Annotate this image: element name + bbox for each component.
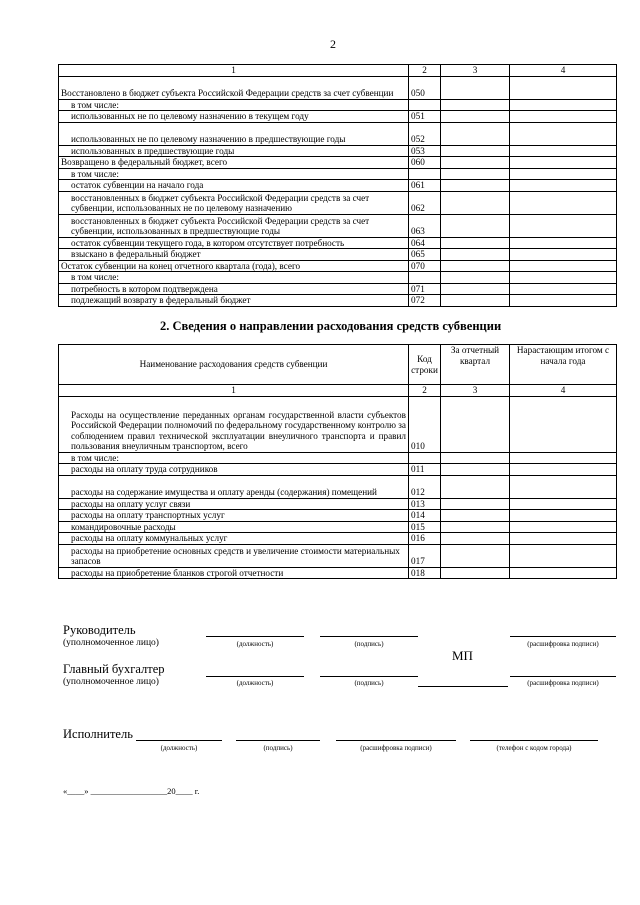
value-period[interactable]	[441, 249, 510, 261]
header-name: Наименование расходования средств субвенции	[59, 345, 409, 385]
table-row	[59, 145, 617, 157]
row-code: 012	[409, 475, 441, 498]
value-cumulative[interactable]	[510, 475, 617, 498]
col-number: 1	[59, 65, 409, 77]
row-code: 061	[409, 180, 441, 192]
accountant-subtitle: (уполномоченное лицо)	[63, 677, 159, 687]
accountant-decoding-label: (расшифровка подписи)	[527, 679, 599, 687]
row-name: расходы на оплату труда сотрудников	[59, 464, 409, 476]
value-period[interactable]	[441, 214, 510, 237]
value-cumulative[interactable]	[510, 464, 617, 476]
head-position-label: (должность)	[236, 640, 274, 648]
executor-signature-label: (подпись)	[263, 744, 293, 752]
value-period[interactable]	[441, 295, 510, 307]
table-row	[59, 475, 617, 498]
table-row	[59, 396, 617, 452]
executor-phone-label: (телефон с кодом города)	[496, 744, 572, 752]
table-row	[59, 510, 617, 522]
header-cumulative: Нарастающим итогом с начала года	[510, 345, 617, 385]
col-number: 4	[510, 65, 617, 77]
table-row	[59, 295, 617, 307]
table-row	[59, 214, 617, 237]
value-cumulative[interactable]	[510, 249, 617, 261]
row-name: командировочные расходы	[59, 521, 409, 533]
accountant-position-label: (должность)	[236, 679, 274, 687]
value-period[interactable]	[441, 145, 510, 157]
row-code: 011	[409, 464, 441, 476]
row-name: в том числе:	[59, 168, 409, 180]
row-name: восстановленных в бюджет субъекта Российской Федерации средств за счет субвенции, использованных в предшествующие годы	[59, 214, 409, 237]
row-name: подлежащий возврату в федеральный бюджет	[59, 295, 409, 307]
table-row	[59, 533, 617, 545]
value-period[interactable]	[441, 157, 510, 169]
table-row	[59, 168, 617, 180]
head-position-line[interactable]	[206, 636, 304, 637]
section-title: 2. Сведения о направлении расходования средств субвенции	[160, 319, 502, 333]
value-period[interactable]	[441, 396, 510, 452]
date-line[interactable]: «____» __________________20____ г.	[63, 786, 200, 796]
row-name: использованных в предшествующие годы	[59, 145, 409, 157]
value-period[interactable]	[441, 544, 510, 567]
value-cumulative[interactable]	[510, 122, 617, 145]
value-period[interactable]	[441, 99, 510, 111]
row-code: 065	[409, 249, 441, 261]
table-row	[59, 544, 617, 567]
head-decoding-line[interactable]	[510, 636, 616, 637]
value-period[interactable]	[441, 76, 510, 99]
value-period[interactable]	[441, 510, 510, 522]
col-number: 2	[409, 65, 441, 77]
row-name: расходы на содержание имущества и оплату аренды (содержания) помещений	[59, 475, 409, 498]
col-number: 3	[441, 385, 510, 397]
table-header	[59, 345, 617, 385]
value-period[interactable]	[441, 521, 510, 533]
table-row	[59, 237, 617, 249]
accountant-position-line[interactable]	[206, 676, 304, 677]
value-period[interactable]	[441, 283, 510, 295]
row-name: потребность в котором подтверждена	[59, 283, 409, 295]
table-row	[59, 122, 617, 145]
row-name: Остаток субвенции на конец отчетного квартала (года), всего	[59, 260, 409, 272]
row-name: расходы на оплату транспортных услуг	[59, 510, 409, 522]
value-cumulative[interactable]	[510, 498, 617, 510]
value-period[interactable]	[441, 180, 510, 192]
value-period[interactable]	[441, 191, 510, 214]
row-name: использованных не по целевому назначению в предшествующие годы	[59, 122, 409, 145]
table-row	[59, 157, 617, 169]
value-cumulative[interactable]	[510, 237, 617, 249]
col-number: 3	[441, 65, 510, 77]
page-number: 2	[330, 37, 336, 51]
table-row	[59, 76, 617, 99]
row-name: остаток субвенции текущего года, в котором отсутствует потребность	[59, 237, 409, 249]
head-title: Руководитель	[63, 623, 136, 637]
accountant-title: Главный бухгалтер	[63, 662, 165, 676]
table-returns	[58, 64, 617, 307]
table-row	[59, 249, 617, 261]
executor-title: Исполнитель	[63, 727, 133, 741]
value-cumulative[interactable]	[510, 99, 617, 111]
value-cumulative[interactable]	[510, 191, 617, 214]
row-name: в том числе:	[59, 99, 409, 111]
table-row	[59, 521, 617, 533]
value-cumulative[interactable]	[510, 111, 617, 123]
row-code: 010	[409, 396, 441, 452]
col-number: 1	[59, 385, 409, 397]
table-row	[59, 272, 617, 284]
row-code: 071	[409, 283, 441, 295]
row-code: 052	[409, 122, 441, 145]
row-code: 062	[409, 191, 441, 214]
value-period[interactable]	[441, 237, 510, 249]
value-cumulative[interactable]	[510, 272, 617, 284]
value-cumulative[interactable]	[510, 396, 617, 452]
value-cumulative[interactable]	[510, 533, 617, 545]
row-code: 051	[409, 111, 441, 123]
value-cumulative[interactable]	[510, 283, 617, 295]
head-subtitle: (уполномоченное лицо)	[63, 638, 159, 648]
value-cumulative[interactable]	[510, 214, 617, 237]
row-code: 013	[409, 498, 441, 510]
value-cumulative[interactable]	[510, 544, 617, 567]
row-name: взыскано в федеральный бюджет	[59, 249, 409, 261]
value-cumulative[interactable]	[510, 180, 617, 192]
value-cumulative[interactable]	[510, 168, 617, 180]
row-code: 063	[409, 214, 441, 237]
accountant-signature-label: (подпись)	[354, 679, 384, 687]
row-code: 053	[409, 145, 441, 157]
accountant-signature-line[interactable]	[320, 676, 418, 677]
value-cumulative[interactable]	[510, 521, 617, 533]
row-code: 070	[409, 260, 441, 272]
table-row	[59, 260, 617, 272]
row-code	[409, 272, 441, 284]
stamp-line[interactable]	[418, 686, 508, 687]
value-period[interactable]	[441, 168, 510, 180]
row-name: расходы на оплату коммунальных услуг	[59, 533, 409, 545]
value-period[interactable]	[441, 567, 510, 579]
row-code: 014	[409, 510, 441, 522]
value-cumulative[interactable]	[510, 510, 617, 522]
row-name: остаток субвенции на начало года	[59, 180, 409, 192]
stamp-label: МП	[452, 648, 473, 663]
value-cumulative[interactable]	[510, 157, 617, 169]
row-code	[409, 452, 441, 464]
executor-position-label: (должность)	[160, 744, 198, 752]
value-period[interactable]	[441, 452, 510, 464]
row-name: расходы на приобретение бланков строгой отчетности	[59, 567, 409, 579]
executor-position-line[interactable]	[136, 740, 222, 741]
row-name: расходы на приобретение основных средств и увеличение стоимости материальных запасов	[59, 544, 409, 567]
row-code: 072	[409, 295, 441, 307]
row-name: в том числе:	[59, 272, 409, 284]
table-row	[59, 191, 617, 214]
value-cumulative[interactable]	[510, 295, 617, 307]
row-name: расходы на оплату услуг связи	[59, 498, 409, 510]
table-row	[59, 567, 617, 579]
col-number: 2	[409, 385, 441, 397]
row-code: 015	[409, 521, 441, 533]
accountant-decoding-line[interactable]	[510, 676, 616, 677]
value-cumulative[interactable]	[510, 145, 617, 157]
head-signature-label: (подпись)	[354, 640, 384, 648]
table-row	[59, 283, 617, 295]
value-period[interactable]	[441, 464, 510, 476]
table-row	[59, 452, 617, 464]
head-signature-line[interactable]	[320, 636, 418, 637]
row-code: 050	[409, 76, 441, 99]
value-cumulative[interactable]	[510, 567, 617, 579]
table-col-numbers	[59, 385, 617, 397]
table-expenses	[58, 344, 617, 579]
row-name: использованных не по целевому назначению в текущем году	[59, 111, 409, 123]
value-period[interactable]	[441, 272, 510, 284]
table-row	[59, 99, 617, 111]
row-name: Возвращено в федеральный бюджет, всего	[59, 157, 409, 169]
col-number: 4	[510, 385, 617, 397]
row-code	[409, 168, 441, 180]
row-code	[409, 99, 441, 111]
table-row	[59, 180, 617, 192]
row-name: в том числе:	[59, 452, 409, 464]
value-period[interactable]	[441, 111, 510, 123]
executor-signature-line[interactable]	[236, 740, 320, 741]
executor-phone-line[interactable]	[470, 740, 598, 741]
value-cumulative[interactable]	[510, 76, 617, 99]
row-code: 064	[409, 237, 441, 249]
value-period[interactable]	[441, 498, 510, 510]
value-period[interactable]	[441, 260, 510, 272]
header-period: За отчетный квартал	[441, 345, 510, 385]
executor-decoding-line[interactable]	[336, 740, 456, 741]
row-name: восстановленных в бюджет субъекта Российской Федерации средств за счет субвенции, использованных не по целевому назначению	[59, 191, 409, 214]
value-cumulative[interactable]	[510, 452, 617, 464]
row-code: 017	[409, 544, 441, 567]
table-row	[59, 111, 617, 123]
row-code: 060	[409, 157, 441, 169]
row-name: Расходы на осуществление переданных органам государственной власти субъектов Российской Федерации полномочий по федеральному государственному контролю за соблюдением правил технической эксплуатации внеуличного транспорта и правил пользования внеуличным транспортом, всего	[59, 396, 409, 452]
table-col-numbers	[59, 65, 617, 77]
table-row	[59, 498, 617, 510]
table-row	[59, 464, 617, 476]
value-period[interactable]	[441, 475, 510, 498]
row-code: 016	[409, 533, 441, 545]
row-code: 018	[409, 567, 441, 579]
header-code: Код строки	[409, 345, 441, 385]
value-period[interactable]	[441, 122, 510, 145]
value-period[interactable]	[441, 533, 510, 545]
value-cumulative[interactable]	[510, 260, 617, 272]
row-name: Восстановлено в бюджет субъекта Российской Федерации средств за счет субвенции	[59, 76, 409, 99]
executor-decoding-label: (расшифровка подписи)	[360, 744, 432, 752]
head-decoding-label: (расшифровка подписи)	[527, 640, 599, 648]
